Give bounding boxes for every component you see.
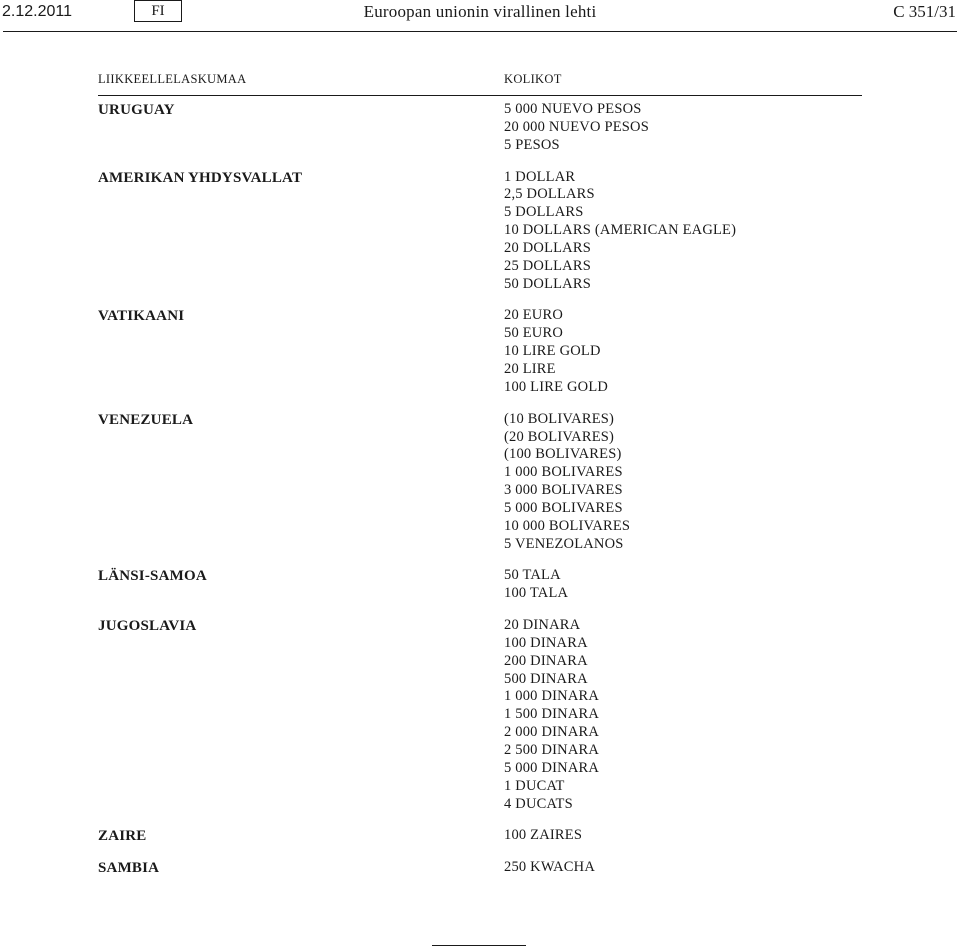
- coin-item: 5 000 NUEVO PESOS: [504, 101, 642, 117]
- table-row: [98, 827, 862, 845]
- coin-item: 50 TALA: [504, 567, 561, 584]
- coin-item: 20 DOLLARS: [504, 239, 591, 256]
- coin-item: 100 LIRE GOLD: [504, 378, 609, 395]
- coin-item: 2 000 DINARA: [504, 724, 600, 741]
- coin-item: 5 000 DINARA: [504, 759, 600, 776]
- table-row: [98, 567, 862, 603]
- page-reference: C 351/31: [893, 2, 956, 21]
- coin-item: 2,5 DOLLARS: [504, 186, 595, 203]
- country-name: VATIKAANI: [98, 308, 185, 325]
- table-row: [98, 307, 862, 396]
- coin-item: 1 DOLLAR: [504, 168, 576, 185]
- coins-table: [98, 69, 862, 891]
- journal-title: Euroopan unionin virallinen lehti: [363, 2, 597, 21]
- coin-item: 5 000 BOLIVARES: [504, 499, 623, 516]
- coin-item: 20 000 NUEVO PESOS: [504, 118, 649, 135]
- country-name: AMERIKAN YHDYSVALLAT: [98, 169, 303, 186]
- coin-item: 100 ZAIRES: [504, 827, 583, 844]
- coin-item: 20 LIRE: [504, 360, 556, 377]
- country-name: SAMBIA: [98, 860, 160, 877]
- coin-item: 250 KWACHA: [504, 859, 596, 876]
- footnote-divider: [432, 945, 526, 946]
- coin-list: [504, 307, 862, 396]
- coin-item: 10 000 BOLIVARES: [504, 517, 631, 534]
- coin-item: (20 BOLIVARES): [504, 428, 615, 445]
- coin-item: 1 000 DINARA: [504, 688, 600, 705]
- coin-item: 2 500 DINARA: [504, 742, 600, 758]
- table-row: [98, 169, 862, 294]
- table-row: [98, 101, 862, 155]
- table-header-row: [98, 69, 862, 96]
- coin-item: 5 VENEZOLANOS: [504, 535, 624, 552]
- coin-item: 1 000 BOLIVARES: [504, 464, 623, 481]
- table-row: [98, 617, 862, 813]
- country-name: JUGOSLAVIA: [98, 618, 197, 635]
- table-body: [98, 96, 862, 877]
- coin-item: 100 TALA: [504, 585, 569, 602]
- coin-item: (10 BOLIVARES): [504, 410, 615, 427]
- coin-list: [504, 859, 862, 877]
- table-row: [98, 411, 862, 554]
- coin-item: 25 DOLLARS: [504, 257, 591, 274]
- country-name: VENEZUELA: [98, 411, 194, 428]
- coin-item: 3 000 BOLIVARES: [504, 482, 623, 499]
- coin-item: 100 DINARA: [504, 634, 588, 651]
- issue-date: 2.12.2011: [2, 3, 72, 20]
- coin-item: 500 DINARA: [504, 670, 588, 687]
- coin-item: 4 DUCATS: [504, 795, 573, 812]
- coin-list: [504, 617, 862, 813]
- coin-list: [504, 411, 862, 554]
- coin-item: 1 DUCAT: [504, 777, 565, 794]
- coin-item: 50 DOLLARS: [504, 275, 591, 292]
- country-name: LÄNSI-SAMOA: [98, 568, 207, 585]
- page-header: [0, 0, 960, 28]
- coin-item: 5 PESOS: [504, 136, 560, 153]
- coin-item: 10 LIRE GOLD: [504, 343, 601, 360]
- coin-list: [504, 567, 862, 603]
- column-header-coins: KOLIKOT: [504, 72, 562, 86]
- header-divider: [3, 31, 957, 32]
- coin-item: 200 DINARA: [504, 652, 588, 669]
- language-badge: FI: [134, 0, 182, 22]
- coin-list: [504, 827, 862, 845]
- table-row: [98, 859, 862, 877]
- coin-item: 50 EURO: [504, 325, 563, 342]
- coin-item: 5 DOLLARS: [504, 204, 584, 221]
- column-header-country: LIIKKEELLELASKUMAA: [98, 72, 247, 86]
- country-name: URUGUAY: [98, 102, 175, 118]
- coin-item: 20 DINARA: [504, 617, 581, 634]
- coin-item: 1 500 DINARA: [504, 706, 600, 723]
- coin-item: 10 DOLLARS (AMERICAN EAGLE): [504, 222, 737, 239]
- country-name: ZAIRE: [98, 828, 147, 845]
- coin-list: [504, 101, 862, 155]
- coin-list: [504, 169, 862, 294]
- coin-item: 20 EURO: [504, 307, 563, 324]
- coin-item: (100 BOLIVARES): [504, 446, 622, 463]
